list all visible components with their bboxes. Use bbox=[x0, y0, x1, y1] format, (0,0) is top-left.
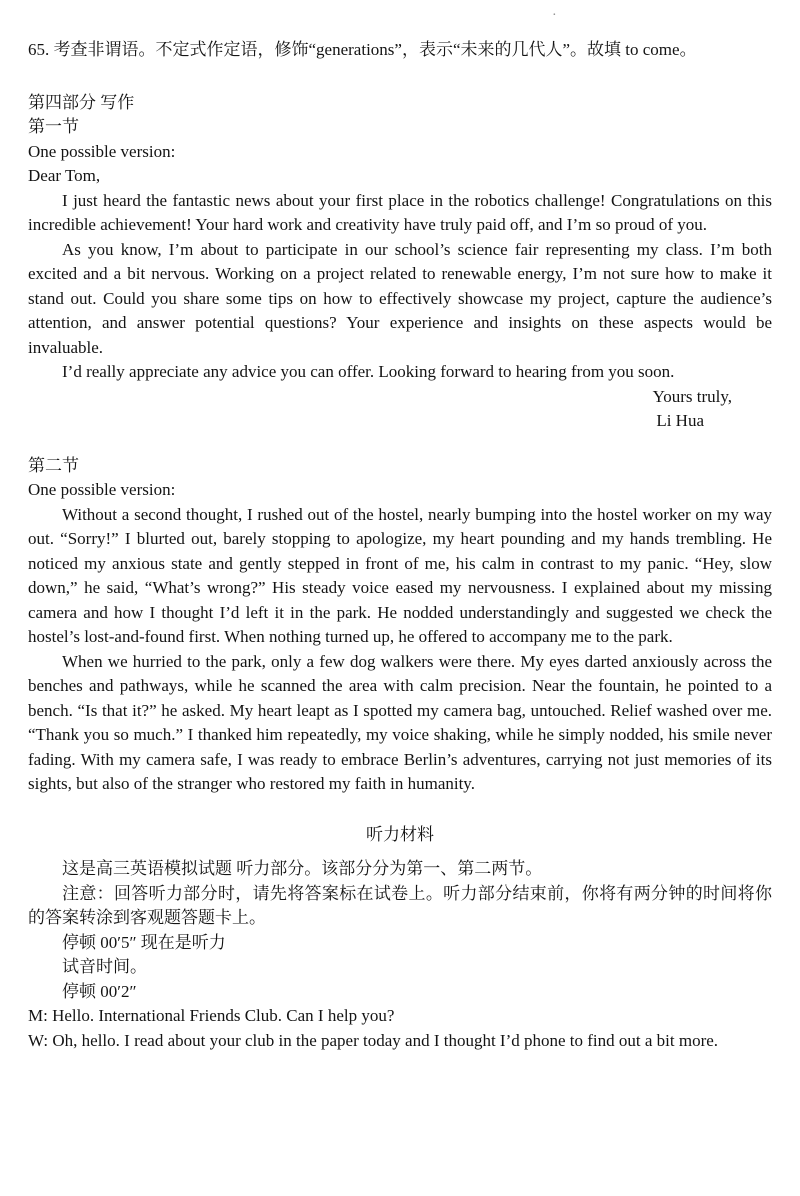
letter-signature: Li Hua bbox=[656, 411, 704, 430]
listening-pause-line: 停顿 00′2″ bbox=[62, 981, 137, 1001]
dialogue-line-man: M: Hello. International Friends Club. Can I help you? bbox=[28, 1006, 395, 1025]
version-label-2: One possible version: bbox=[28, 480, 176, 499]
listening-intro-line: 这是高三英语模拟试题 听力部分。该部分分为第一、第二两节。 bbox=[62, 859, 543, 878]
dialogue-line-woman: W: Oh, hello. I read about your club in the paper today and I thought I’d phone to find out a bit more. bbox=[28, 1030, 719, 1050]
letter-salutation: Dear Tom, bbox=[28, 166, 101, 185]
analysis-item-65: 65. 考查非谓语。不定式作定语，修饰“generations”，表示“未来的几代人”。故填 to come。 bbox=[28, 40, 697, 59]
letter-closing: Yours truly, bbox=[652, 386, 732, 406]
section1-heading: 第一节 bbox=[28, 117, 79, 136]
listening-pause-line: 停顿 00′5″ 现在是听力 bbox=[62, 932, 226, 952]
listening-tryout-line: 试音时间。 bbox=[62, 957, 147, 976]
listening-materials-heading: 听力材料 bbox=[366, 824, 434, 844]
version-label-1: One possible version: bbox=[28, 141, 176, 161]
part4-writing-heading: 第四部分 写作 bbox=[28, 92, 135, 112]
letter-paragraph: As you know, I’m about to participate in our school’s science fair representing my class. I’m both excited and a bit nervous. Working on a project related to renewable energy, I’m not sure how to make it stand out. Could you share some tips on how to effectively showcase my project, capture the audience’s attention, and answer potential questions? Your experience and insights on these aspects would be invaluable. bbox=[28, 239, 772, 357]
section2-heading: 第二节 bbox=[28, 455, 79, 475]
stray-mark: · bbox=[552, 8, 557, 23]
listening-notice-line: 注意：回答听力部分时，请先将答案标在试卷上。听力部分结束前，你将有两分钟的时间将你的答案转涂到客观题答题卡上。 bbox=[28, 883, 772, 927]
letter-paragraph: I’d really appreciate any advice you can offer. Looking forward to hearing from you soon. bbox=[62, 362, 675, 381]
letter-paragraph: I just heard the fantastic news about your first place in the robotics challenge! Congratulations on this incredible achievement! Your hard work and creativity have truly paid off, and I’m so proud of you. bbox=[28, 190, 772, 234]
story-paragraph: When we hurried to the park, only a few dog walkers were there. My eyes darted anxiously across the benches and pathways, while he scanned the area with calm precision. Near the fountain, he pointed to a bench. “Is that it?” he asked. My heart leapt as I spotted my camera bag, untouched. Relief washed over me. “Thank you so much.” I thanked him repeatedly, my voice shaking, while he simply nodded, his smile never fading. With my camera safe, I was ready to embrace Berlin’s adventures, carrying not just memories of its sights, but also of the stranger who restored my faith in humanity. bbox=[28, 651, 772, 793]
story-paragraph: Without a second thought, I rushed out of the hostel, nearly bumping into the hostel worker on my way out. “Sorry!” I blurted out, barely stopping to apologize, my heart pounding and my hands trembling. He noticed my anxious state and gently stepped in front of me, his calm in contrast to my panic. “Hey, slow down,” he said, “What’s wrong?” His steady voice eased my nervousness. I explained about my missing camera and how I thought I’d left it in the park. He nodded understandingly and suggested we check the hostel’s lost-and-found first. When nothing turned up, he offered to accompany me to the park. bbox=[28, 504, 772, 646]
